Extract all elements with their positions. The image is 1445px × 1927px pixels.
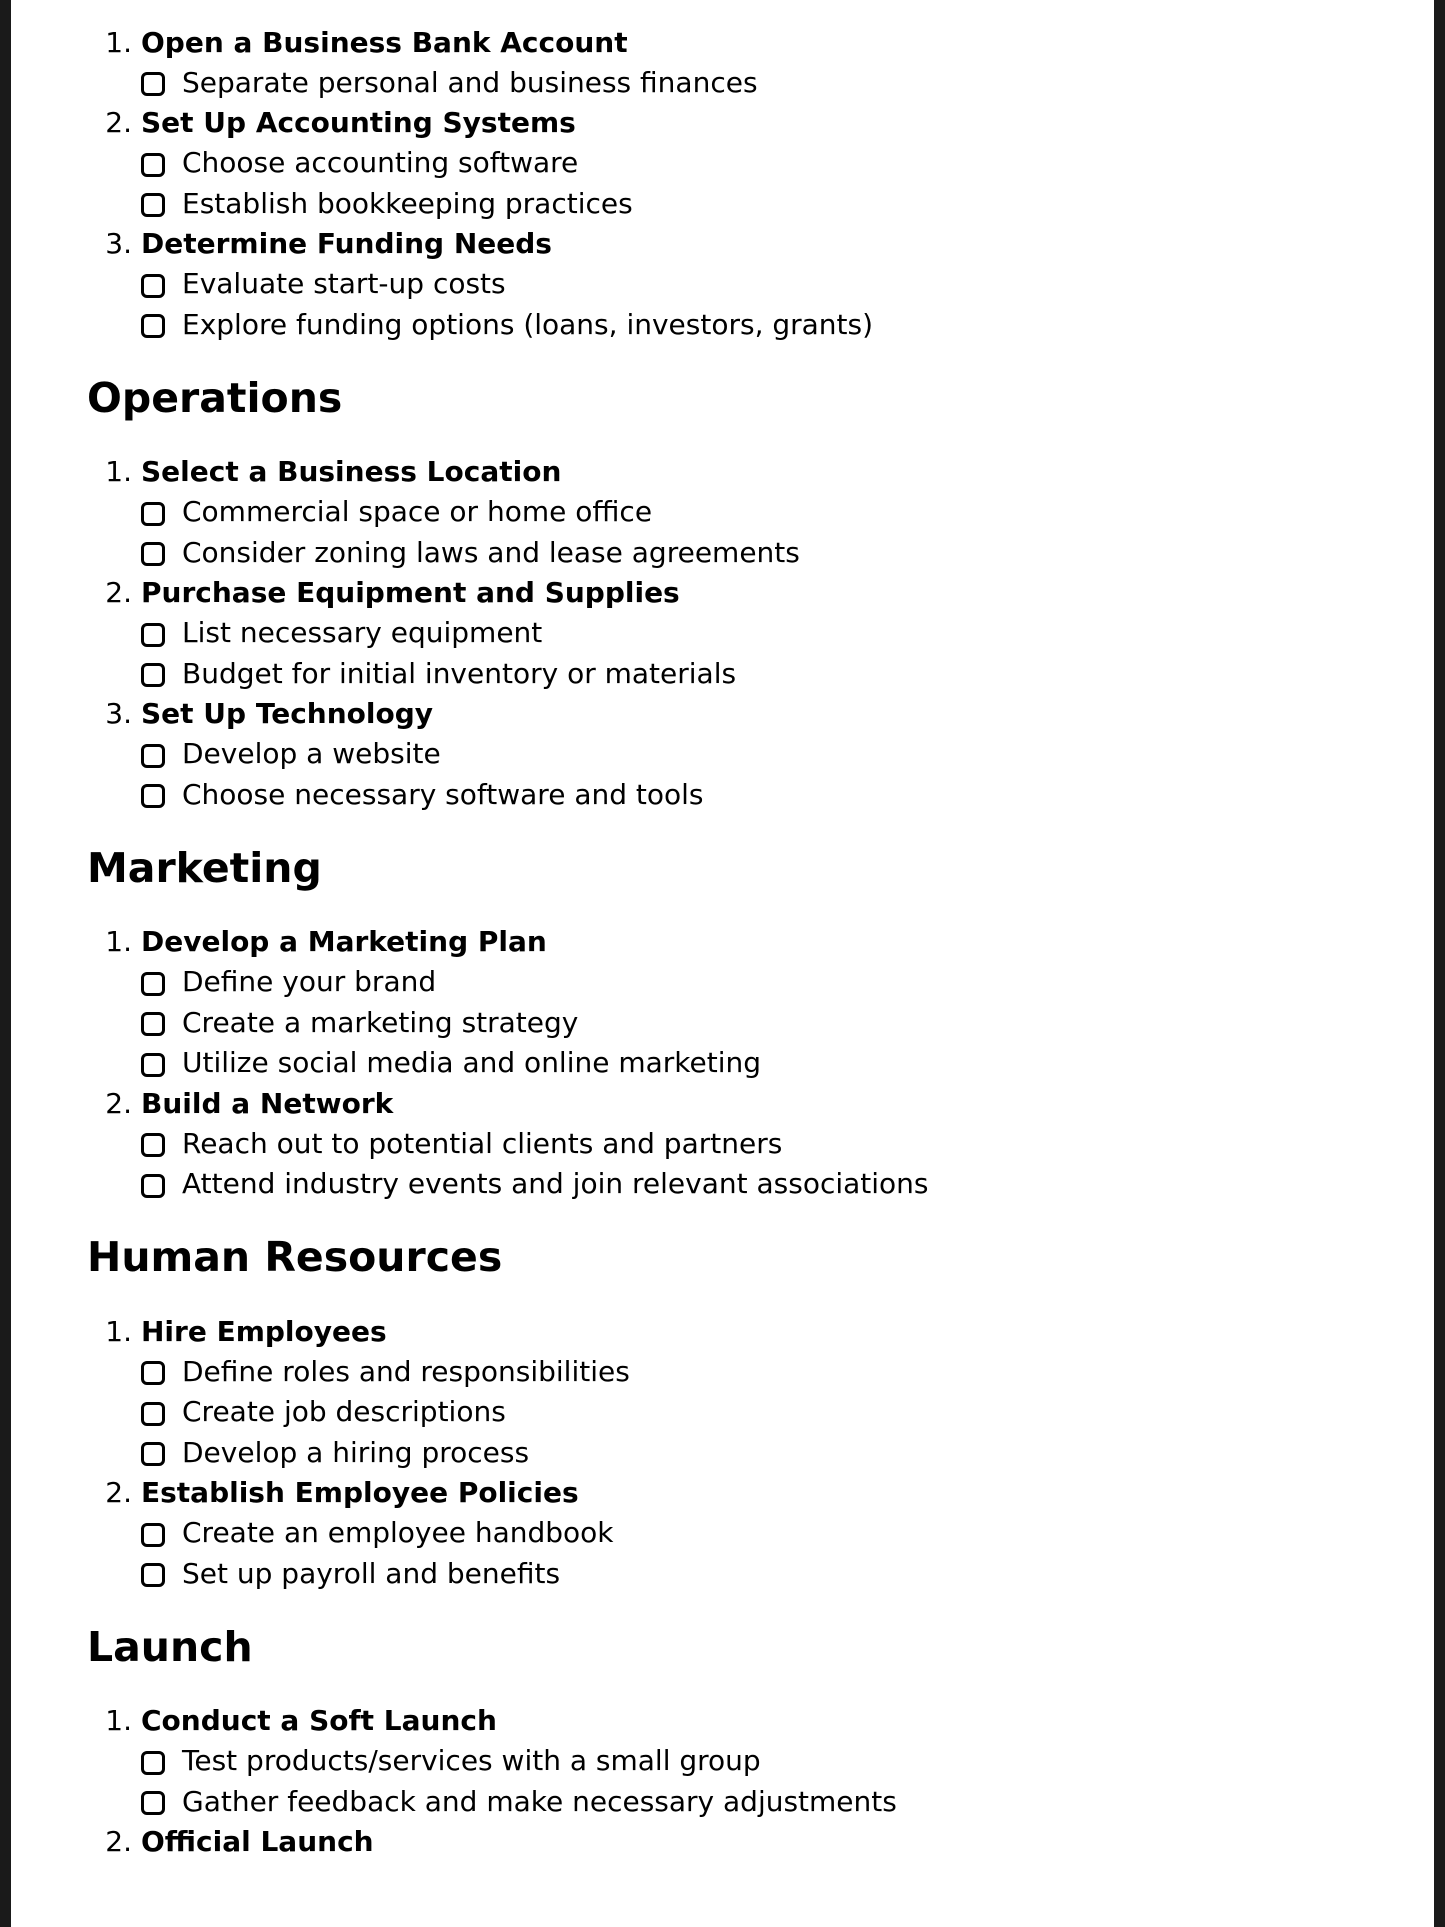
task-title: Select a Business Location [141,455,562,488]
task-title-row [77,922,1377,962]
subtask-text: Create job descriptions [182,1395,506,1429]
task-title: Establish Employee Policies [141,1476,579,1509]
task-title: Set Up Accounting Systems [141,106,576,139]
task-title: Set Up Technology [141,697,434,730]
checkbox-icon[interactable] [141,1133,165,1157]
task-item [77,1473,1377,1594]
task-title-row [77,22,1377,62]
subtask-item [141,962,1377,1003]
checkbox-icon[interactable] [141,1442,165,1466]
subtask-item [141,492,1377,533]
subtask-item [141,304,1377,345]
document-page [11,0,1434,1927]
subtask-item [141,734,1377,775]
subtask-list [77,1513,1377,1594]
checkbox-icon[interactable] [141,972,165,996]
subtask-text: Reach out to potential clients and partners [182,1126,783,1160]
section-heading: Marketing [87,843,322,892]
task-item [77,1701,1377,1822]
checkbox-icon[interactable] [141,1791,165,1815]
task-item [77,224,1377,345]
task-title: Official Launch [141,1825,374,1858]
checkbox-icon[interactable] [141,1523,165,1547]
task-number: 3. [105,697,132,730]
subtask-list [77,613,1377,694]
subtask-text: Choose accounting software [182,146,579,180]
task-list [77,922,1377,1205]
task-list [77,22,1377,345]
subtask-text: Set up payroll and benefits [182,1556,561,1590]
task-item [77,694,1377,815]
subtask-text: Define your brand [182,965,437,999]
subtask-text: Attend industry events and join relevant associations [182,1167,929,1201]
subtask-item [141,1553,1377,1594]
subtask-text: Commercial space or home office [182,495,653,529]
task-title-row [77,452,1377,492]
task-item [77,22,1377,103]
checkbox-icon[interactable] [141,193,165,217]
checkbox-icon[interactable] [141,1563,165,1587]
task-title: Develop a Marketing Plan [141,925,547,958]
task-list [77,452,1377,815]
task-number: 3. [105,227,132,260]
checkbox-icon[interactable] [141,274,165,298]
subtask-item [141,774,1377,815]
subtask-text: Consider zoning laws and lease agreements [182,535,800,569]
task-title-row [77,694,1377,734]
subtask-item [141,143,1377,184]
subtask-item [141,1351,1377,1392]
subtask-text: Define roles and responsibilities [182,1354,630,1388]
task-number: 2. [105,1825,132,1858]
task-item [77,103,1377,224]
subtask-item [141,1043,1377,1084]
checkbox-icon[interactable] [141,1402,165,1426]
task-title: Conduct a Soft Launch [141,1704,497,1737]
subtask-item [141,1002,1377,1043]
section-heading: Launch [87,1622,253,1671]
task-item [77,922,1377,1084]
subtask-text: Develop a website [182,737,441,771]
task-title-row [77,103,1377,143]
task-item [77,1083,1377,1204]
subtask-text: Create an employee handbook [182,1516,614,1550]
checkbox-icon[interactable] [141,1012,165,1036]
subtask-list [77,143,1377,224]
task-title: Determine Funding Needs [141,227,552,260]
subtask-item [141,1392,1377,1433]
task-item [77,1311,1377,1473]
task-title-row [77,1473,1377,1513]
task-number: 1. [105,25,132,59]
section-heading: Human Resources [87,1233,503,1281]
checkbox-icon[interactable] [141,1361,165,1385]
task-number: 1. [105,1704,132,1737]
subtask-text: Explore funding options (loans, investors, grants) [182,307,874,341]
task-list [77,1701,1377,1862]
subtask-text: Choose necessary software and tools [182,777,704,811]
subtask-text: Utilize social media and online marketing [182,1046,762,1080]
subtask-text: Establish bookkeeping practices [182,186,633,220]
subtask-list [77,734,1377,815]
subtask-list [77,62,1377,103]
task-title-row [77,573,1377,613]
checkbox-icon[interactable] [141,744,165,768]
task-item [77,1822,1377,1862]
checkbox-icon[interactable] [141,542,165,566]
task-title: Build a Network [141,1086,394,1120]
subtask-list [77,1123,1377,1204]
task-title-row [77,224,1377,264]
subtask-text: Separate personal and business finances [182,65,758,99]
task-list [77,1311,1377,1594]
task-title-row [77,1822,1377,1862]
subtask-item [141,264,1377,305]
checkbox-icon[interactable] [141,72,165,96]
subtask-list [77,962,1377,1084]
task-item [77,452,1377,573]
checkbox-icon[interactable] [141,1174,165,1198]
section-heading: Operations [87,373,343,422]
subtask-list [77,492,1377,573]
subtask-list [77,1351,1377,1473]
subtask-item [141,1432,1377,1473]
task-title: Purchase Equipment and Supplies [141,576,680,609]
task-item [77,573,1377,694]
subtask-list [77,1741,1377,1822]
task-number: 2. [105,1476,132,1509]
subtask-item [141,62,1377,103]
task-title-row [77,1083,1377,1123]
checkbox-icon[interactable] [141,663,165,687]
subtask-text: Budget for initial inventory or materials [182,656,737,690]
subtask-text: List necessary equipment [182,616,543,650]
subtask-text: Evaluate start-up costs [182,267,506,301]
task-title-row [77,1701,1377,1741]
subtask-item [141,653,1377,694]
task-number: 2. [105,1086,132,1120]
subtask-text: Create a marketing strategy [182,1005,579,1039]
subtask-item [141,1741,1377,1782]
subtask-item [141,1513,1377,1554]
subtask-item [141,1123,1377,1164]
checkbox-icon[interactable] [141,623,165,647]
checkbox-icon[interactable] [141,153,165,177]
checkbox-icon[interactable] [141,502,165,526]
subtask-item [141,613,1377,654]
subtask-text: Test products/services with a small group [182,1744,761,1778]
checklist-content [77,22,1377,1862]
subtask-text: Gather feedback and make necessary adjustments [182,1784,897,1818]
checkbox-icon[interactable] [141,1053,165,1077]
subtask-text: Develop a hiring process [182,1435,530,1469]
subtask-item [141,183,1377,224]
checkbox-icon[interactable] [141,784,165,808]
task-number: 2. [105,106,132,139]
subtask-list [77,264,1377,345]
task-title-row [77,1311,1377,1351]
task-title: Open a Business Bank Account [141,25,628,59]
task-number: 1. [105,925,132,958]
checkbox-icon[interactable] [141,1751,165,1775]
task-number: 1. [105,455,132,488]
subtask-item [141,1164,1377,1205]
task-title: Hire Employees [141,1314,387,1348]
subtask-item [141,1781,1377,1822]
task-number: 2. [105,576,132,609]
subtask-item [141,532,1377,573]
checkbox-icon[interactable] [141,314,165,338]
task-number: 1. [105,1314,132,1348]
